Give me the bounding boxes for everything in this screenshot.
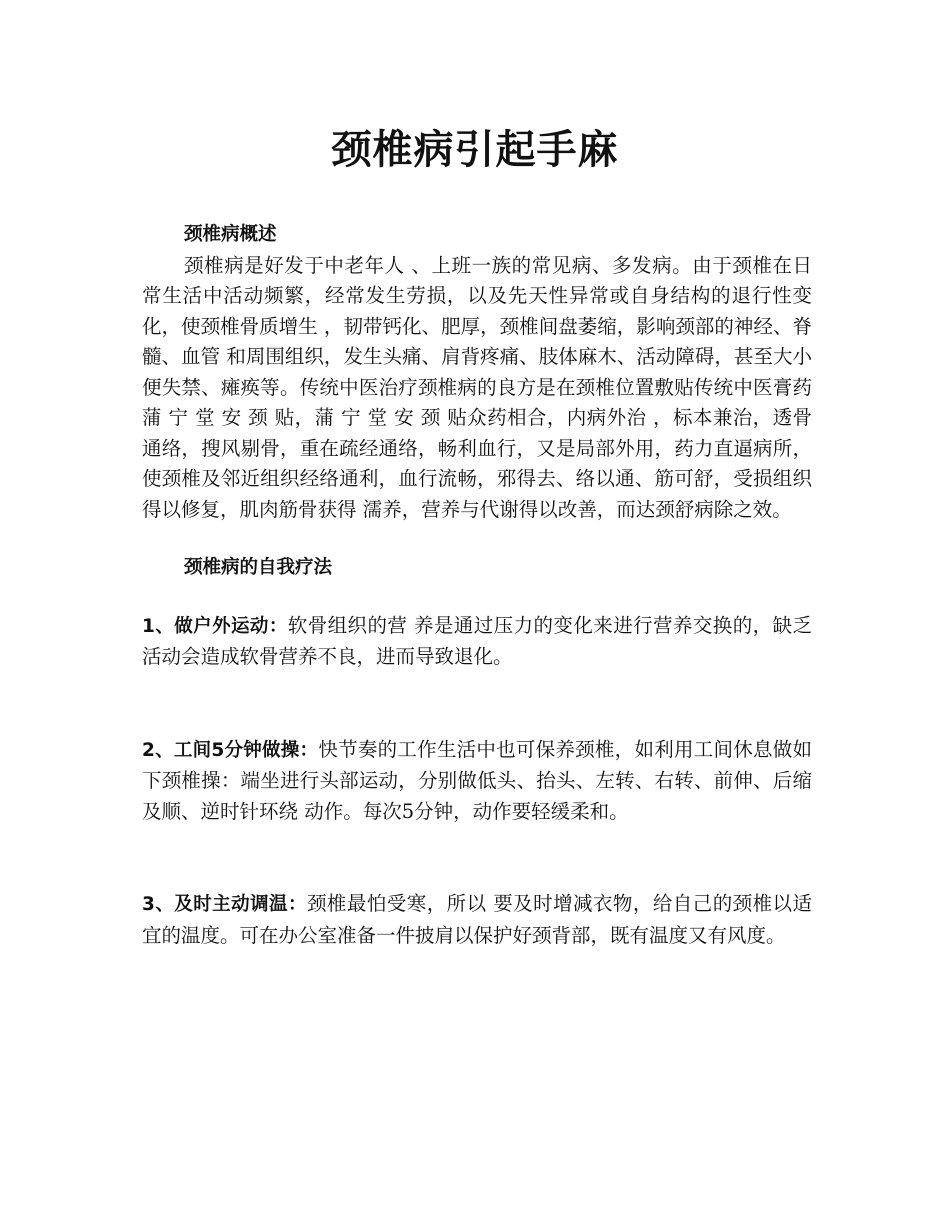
- document-body: [142, 220, 812, 951]
- therapy-item-workplace-exercise: [142, 735, 812, 828]
- therapy-item-text: 颈椎最怕受寒，所以 要及时增减衣物，给自己的颈椎以适宜的温度。可在办公室准备一件披肩以保护好颈背部，既有温度又有风度。: [142, 892, 813, 947]
- therapy-item-label: 1、做户外运动：: [142, 615, 288, 637]
- section-heading-overview: 颈椎病概述: [184, 224, 277, 245]
- section-heading-self-therapy: 颈椎病的自我疗法: [184, 557, 333, 578]
- therapy-item-text: 快节奏的工作生活中也可保养颈椎，如利用工间休息做如下颈椎操：端坐进行头部运动，分别做低头、抬头、左转、右转、前伸、后缩及顺、逆时针环绕 动作。每次5分钟，动作要轻缓柔和。: [142, 737, 812, 823]
- therapy-item-label: 3、及时主动调温：: [142, 894, 307, 915]
- therapy-item-temperature: [142, 889, 812, 951]
- therapy-item-label: 2、工间5分钟做操：: [142, 739, 319, 761]
- therapy-item-text: 软骨组织的营 养是通过压力的变化来进行营养交换的，缺乏活动会造成软骨营养不良，进而导致退化。: [142, 613, 813, 668]
- overview-paragraph: 颈椎病是好发于中老年人 、上班一族的常见病、多发病。由于颈椎在日常生活中活动频繁，经常发生劳损，以及先天性异常或自身结构的退行性变化，使颈椎骨质增生 ，韧带钙化、肥厚，颈椎间盘萎缩，影响颈部的神经、脊髓、血管 和周围组织，发生头痛、肩背疼痛、肢体麻木、活动障碍，甚至大小便失禁、瘫痪等。传统中医治疗颈椎病的良方是在颈椎位置敷贴传统中医膏药蒲 宁 堂 安 颈 贴，蒲 宁 堂 安 颈 贴众药相合，内病外治 ，标本兼治，透骨通络，搜风剔骨，重在疏经通络，畅利血行，又是局部外用，药力直逼病所，使颈椎及邻近组织经络通利，血行流畅，邪得去、络以通、筋可舒，受损组织得以修复，肌肉筋骨获得 濡养，营养与代谢得以改善，而达颈舒病除之效。: [142, 253, 812, 521]
- therapy-item-outdoor-exercise: [142, 611, 812, 673]
- document-title: 颈椎病引起手麻: [331, 127, 619, 173]
